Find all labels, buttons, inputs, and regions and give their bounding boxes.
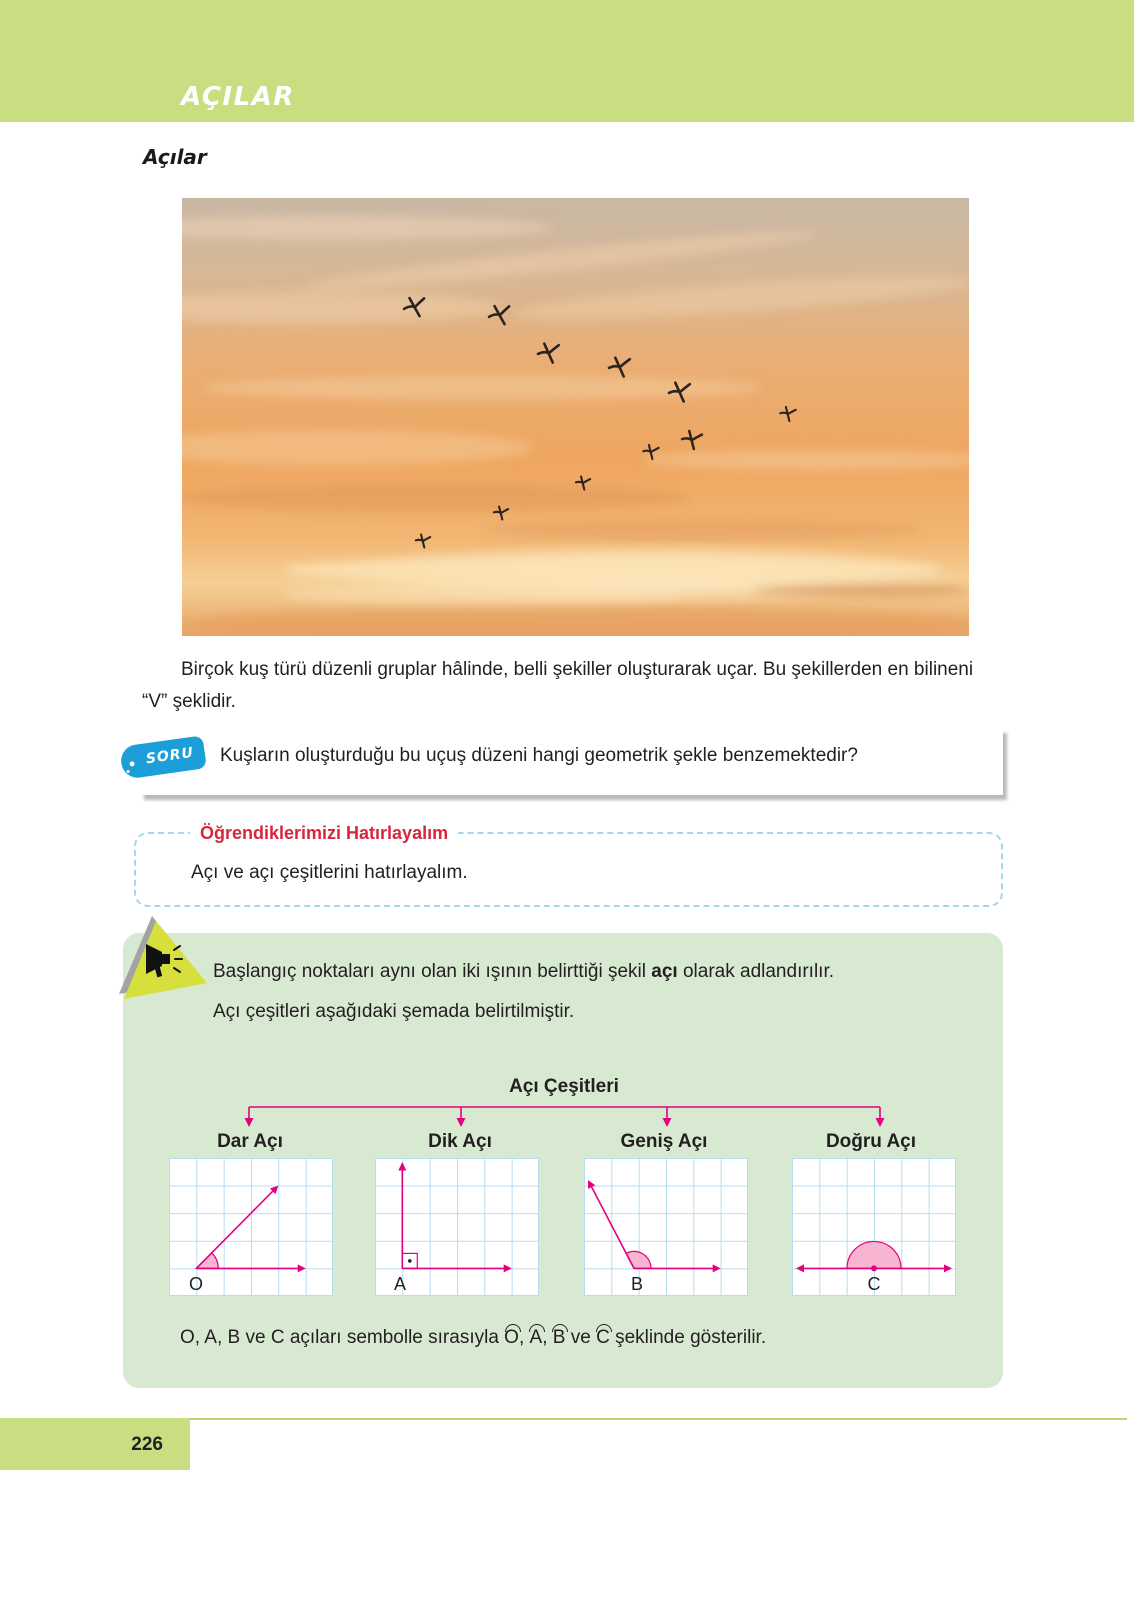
ray <box>196 1191 272 1268</box>
arrow-icon <box>796 1264 804 1272</box>
angle-symbol: A <box>529 1327 543 1348</box>
page-number: 226 <box>0 1418 190 1470</box>
sunset-birds-photo <box>182 198 969 636</box>
recall-text: Açı ve açı çeşitlerini hatırlayalım. <box>191 862 468 883</box>
angle-arc <box>847 1241 901 1268</box>
arrow-icon <box>398 1162 406 1171</box>
definition-text: olarak adlandırılır. <box>677 961 835 982</box>
notation-text: ve <box>565 1327 597 1348</box>
definition-term: açı <box>651 961 678 982</box>
cloud-streak <box>752 584 969 596</box>
notation-text: şeklinde gösterilir. <box>609 1327 767 1348</box>
megaphone-icon <box>116 912 210 1006</box>
down-arrow-icon <box>876 1118 885 1127</box>
vertex-label-o: O <box>188 1274 203 1294</box>
question-text: Kuşların oluşturduğu bu uçuş düzeni hangi geometrik şekle benzemektedir? <box>220 745 858 766</box>
angle-symbol: B <box>552 1327 566 1348</box>
notation-text: O, A, B ve C açıları sembolle sırasıyla <box>180 1327 505 1348</box>
notation-sentence <box>180 1327 766 1349</box>
diagram-title: Açı Çeşitleri <box>509 1076 619 1097</box>
type-label-straight: Doğru Açı <box>825 1131 917 1152</box>
badge-dot <box>126 770 129 773</box>
type-label-right: Dik Açı <box>428 1131 492 1152</box>
ray <box>592 1187 634 1268</box>
down-arrow-icon <box>457 1118 466 1127</box>
arrow-icon <box>504 1264 512 1272</box>
angle-definition <box>213 961 834 983</box>
diagram-connector <box>240 1100 890 1130</box>
notation-text: , <box>542 1327 553 1348</box>
angle-symbol: C <box>596 1327 610 1348</box>
chapter-title: AÇILAR <box>181 82 295 112</box>
definition-text: Başlangıç noktaları aynı olan iki ışının belirttiği şekil <box>213 961 652 982</box>
vertex-label-b: B <box>630 1274 643 1294</box>
down-arrow-icon <box>245 1118 254 1127</box>
obtuse-angle-grid <box>584 1158 748 1296</box>
vertex-dot <box>871 1265 877 1271</box>
obtuse-angle-figure <box>584 1158 748 1296</box>
down-arrow-icon <box>663 1118 672 1127</box>
cloud-streak <box>282 556 942 584</box>
arrow-icon <box>298 1264 306 1272</box>
cloud-streak <box>482 520 922 540</box>
chapter-header-bar <box>0 0 1134 122</box>
angle-symbol: O <box>504 1327 519 1348</box>
vertex-label-a: A <box>393 1274 406 1294</box>
right-angle-grid <box>375 1158 539 1296</box>
section-title: Açılar <box>143 145 207 169</box>
recall-title: Öğrendiklerimizi Hatırlayalım <box>190 822 458 844</box>
right-angle-dot <box>408 1259 412 1263</box>
intro-paragraph-line: Birçok kuş türü düzenli gruplar hâlinde, belli şekiller oluşturarak uçar. Bu şekillerden en bilineni <box>181 659 974 680</box>
type-label-obtuse: Geniş Açı <box>620 1131 708 1152</box>
acute-angle-grid <box>169 1158 333 1296</box>
cloud-streak <box>282 584 682 604</box>
cloud-streak <box>182 484 692 512</box>
notation-text: , <box>518 1327 530 1348</box>
badge-label: SORU <box>144 744 195 768</box>
vertex-label-c: C <box>867 1274 881 1294</box>
megaphone-body <box>162 954 170 964</box>
footer-rule <box>190 1418 1127 1420</box>
type-label-acute: Dar Açı <box>217 1131 283 1152</box>
straight-angle-grid <box>792 1158 956 1296</box>
arrow-icon <box>713 1264 721 1272</box>
intro-paragraph-line: “V” şeklidir. <box>142 691 236 712</box>
arrow-icon <box>944 1264 952 1272</box>
badge-dot <box>129 761 135 767</box>
types-intro: Açı çeşitleri aşağıdaki şemada belirtilmiştir. <box>213 1001 575 1022</box>
